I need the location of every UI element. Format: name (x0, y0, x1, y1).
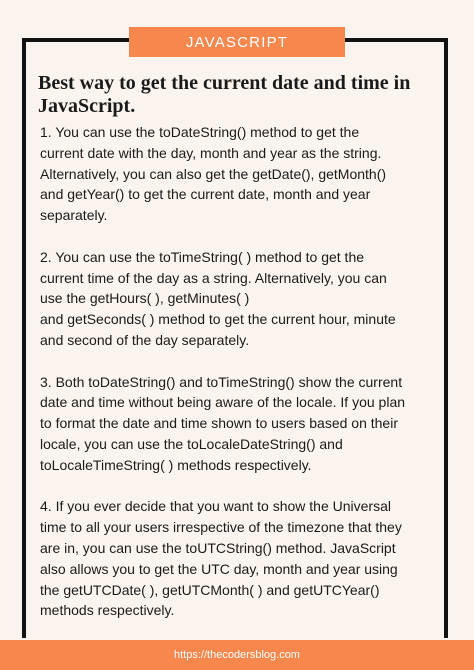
paragraph-todatestring (40, 122, 445, 226)
paragraph-locale (40, 372, 445, 476)
text-line: current date with the day, month and year as the string. (40, 144, 382, 161)
text-line: use the getHours( ), getMinutes( ) (40, 290, 250, 307)
text-line: also allows you to get the UTC day, month and year using (40, 560, 398, 577)
text-line: and second of the day separately. (40, 331, 250, 348)
footer-link[interactable]: https://thecodersblog.com (174, 649, 300, 661)
text-line: separately. (40, 207, 108, 224)
text-line: 3. Both toDateString() and toTimeString() show the current (40, 373, 403, 390)
text-line: and getSeconds( ) method to get the current hour, minute (40, 311, 396, 328)
category-label: JAVASCRIPT (185, 33, 289, 51)
text-line: locale, you can use the toLocaleDateString() and (40, 435, 343, 452)
text-line: are in, you can use the toUTCString() method. JavaScript (40, 539, 396, 556)
text-line: 1. You can use the toDateString() method to get the (40, 124, 360, 140)
text-line: the getUTCDate( ), getUTCMonth( ) and getUTCYear() (40, 581, 380, 598)
text-line: Alternatively, you can also get the getDate(), getMonth() (40, 165, 387, 182)
text-line: to format the date and time shown to users based on their (40, 415, 398, 432)
text-line: 2. You can use the toTimeString( ) method to get the (40, 248, 365, 265)
article-body (40, 122, 445, 642)
paragraph-utc (40, 496, 445, 621)
text-line: toLocaleTimeString( ) methods respectively. (40, 456, 312, 473)
text-line: and getYear() to get the current date, month and year (40, 186, 371, 203)
text-line: date and time without being aware of the locale. If you plan (40, 394, 406, 411)
footer-bar (0, 640, 474, 670)
paragraph-totimestring (40, 247, 445, 351)
text-line: time to all your users irrespective of the timezone that they (40, 519, 402, 536)
text-line: methods respectively. (40, 602, 175, 619)
text-line: current time of the day as a string. Alternatively, you can (40, 269, 387, 286)
text-line: 4. If you ever decide that you want to show the Universal (40, 498, 391, 515)
article-title: Best way to get the current date and time in JavaScript. (38, 72, 411, 117)
category-badge (129, 27, 345, 57)
